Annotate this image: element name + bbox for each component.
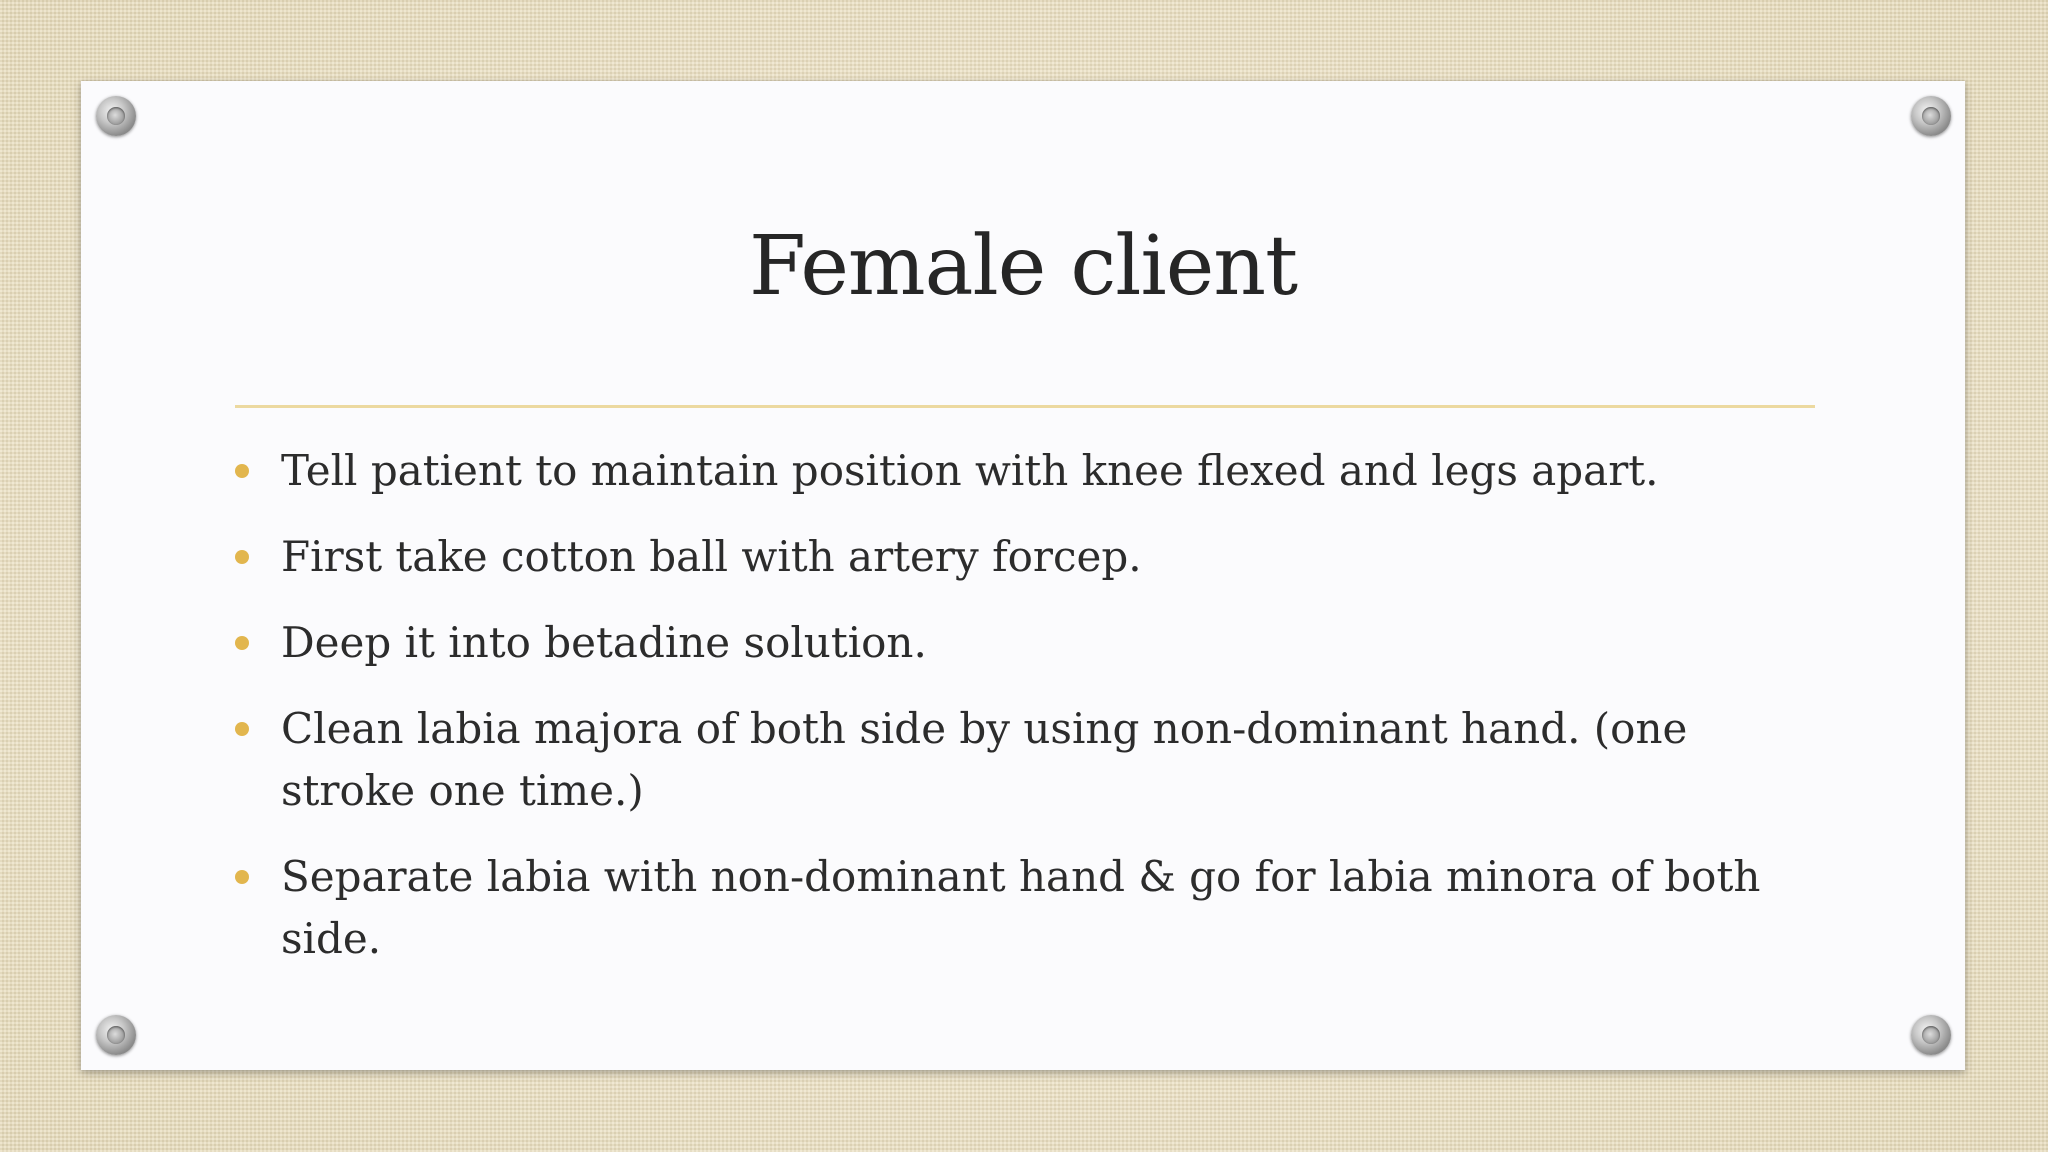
bullet-text: Deep it into betadine solution.: [281, 618, 927, 667]
bullet-text: Clean labia majora of both side by using non-dominant hand. (one stroke one time.): [281, 704, 1688, 815]
bullet-dot-icon: [235, 550, 249, 564]
bullet-item: [235, 440, 1780, 502]
bullet-list: [235, 440, 1780, 994]
slide-title: Female client: [748, 219, 1298, 314]
bullet-dot-icon: [235, 722, 249, 736]
bullet-item: [235, 698, 1780, 822]
grommet-icon: [1911, 96, 1951, 136]
bullet-dot-icon: [235, 870, 249, 884]
bullet-dot-icon: [235, 636, 249, 650]
bullet-item: [235, 846, 1780, 970]
title-divider: [235, 405, 1815, 408]
grommet-icon: [1911, 1015, 1951, 1055]
grommet-icon: [96, 1015, 136, 1055]
bullet-text: First take cotton ball with artery forcep.: [281, 532, 1142, 581]
bullet-item: [235, 526, 1780, 588]
bullet-dot-icon: [235, 464, 249, 478]
bullet-item: [235, 612, 1780, 674]
bullet-text: Tell patient to maintain position with knee flexed and legs apart.: [281, 446, 1659, 495]
grommet-icon: [96, 96, 136, 136]
bullet-text: Separate labia with non-dominant hand & go for labia minora of both side.: [281, 852, 1761, 963]
